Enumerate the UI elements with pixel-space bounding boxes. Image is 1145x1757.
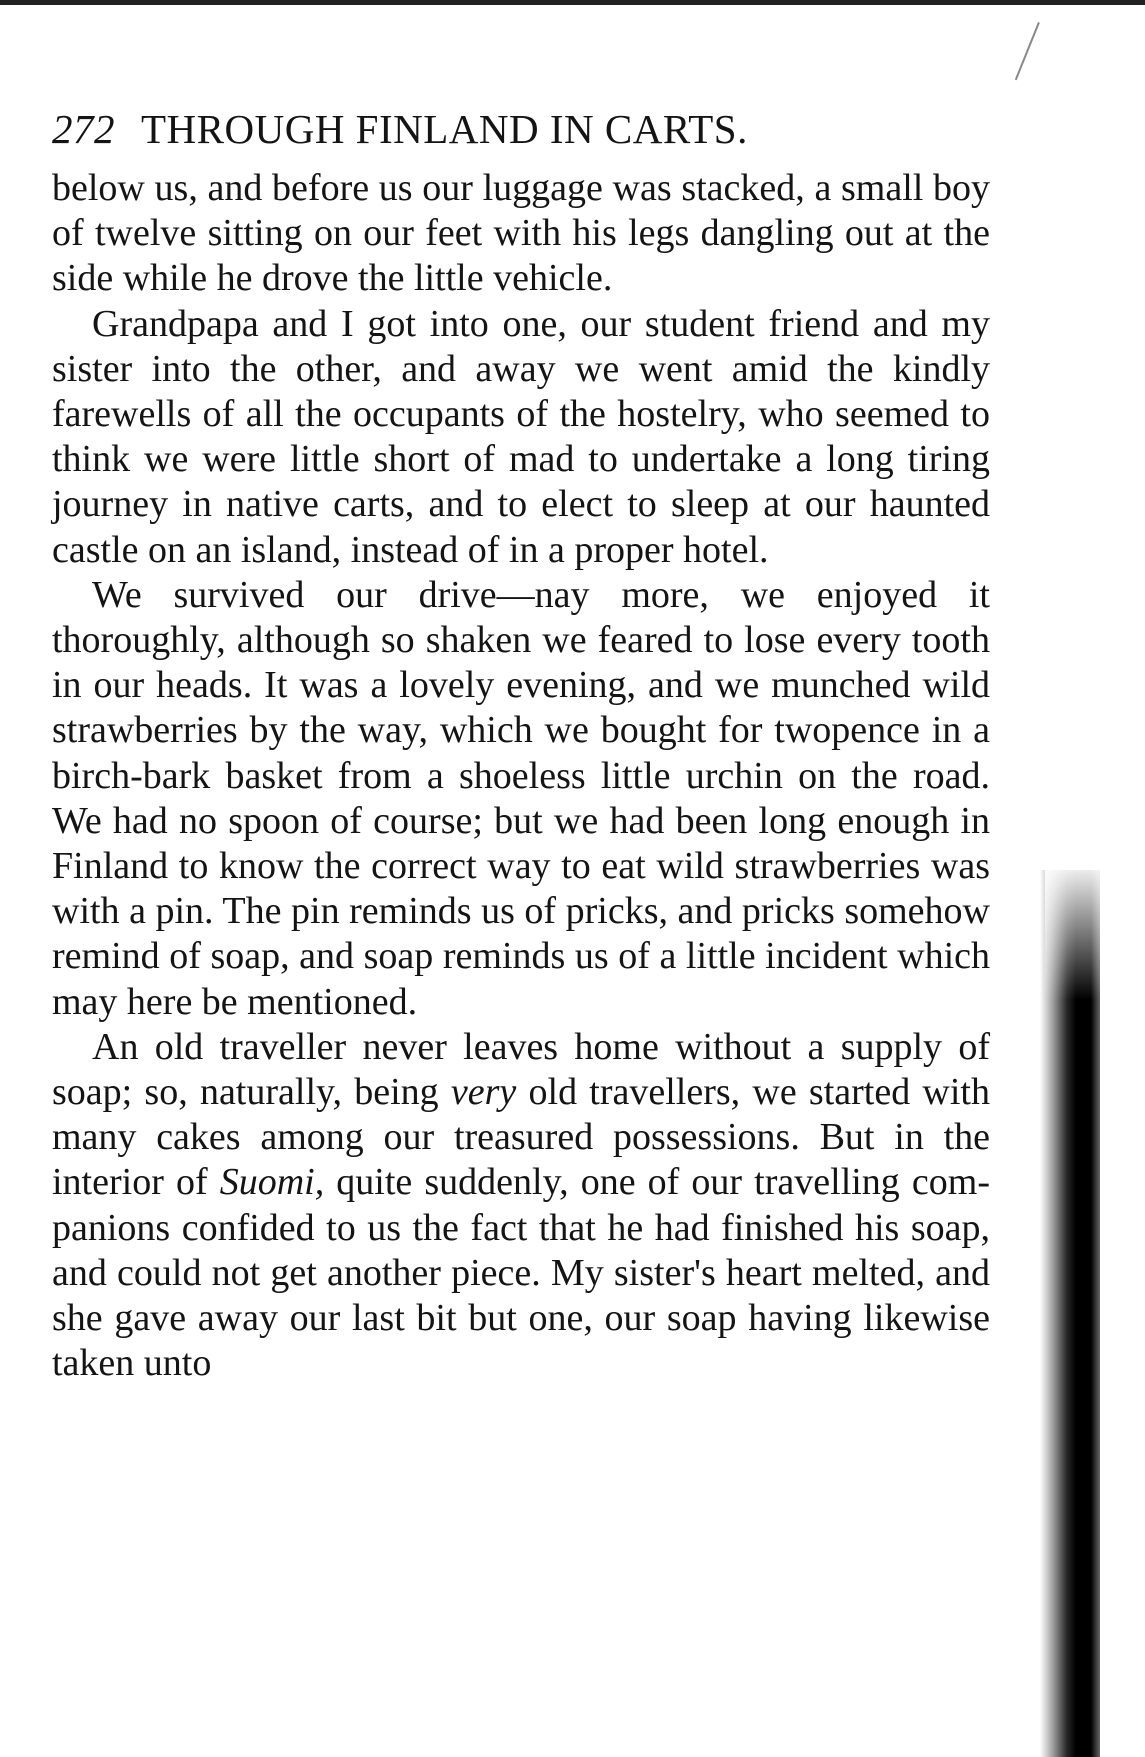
paragraph-soap-part-3: quite suddenly, one of our travelling companions confided to us the fact that he had finished his soap, and could not get another piece. My sister's heart melted, and she gave away our last bit but one, our soap having likewise taken unto <box>52 1161 990 1385</box>
running-head-title: THROUGH FINLAND IN CARTS. <box>141 106 748 152</box>
paragraph-soap-part-1: An old traveller never leaves home without a supply of soap; so, naturally, being <box>52 1025 990 1114</box>
running-head <box>52 104 952 154</box>
emphasis-suomi: Suomi, <box>219 1161 325 1204</box>
paragraph-soap <box>52 1025 990 1387</box>
page-body <box>52 166 990 1386</box>
binding-shadow-fade <box>1045 860 1105 1000</box>
paragraph-drive: We survived our drive—nay more, we enjoyed it thoroughly, although so shaken we feared to lose every tooth in our heads. It was a lovely evening, and we munched wild strawberries by the way, which we bought for twopence in a birch-bark basket from a shoeless little urchin on the road. We had no spoon of course; but we had been long enough in Finland to know the correct way to eat wild strawberries was with a pin. The pin reminds us of pricks, and pricks somehow remind of soap, and soap reminds us of a little incident which may here be mentioned. <box>52 573 990 1023</box>
emphasis-very: very <box>450 1071 517 1114</box>
pencil-mark <box>1015 22 1040 80</box>
paragraph-continuation: below us, and before us our luggage was stacked, a small boy of twelve sitting on our feet with his legs dangling out at the side while he drove the little vehicle. <box>52 167 990 300</box>
binding-shadow <box>1040 870 1100 1757</box>
top-rule <box>0 0 1145 5</box>
paragraph-departure: Grandpapa and I got into one, our student friend and my sister into the other, and away we went amid the kindly farewells of all the occupants of the hostelry, who seemed to think we were little short of mad to undertake a long tiring journey in native carts, and to elect to sleep at our haunted castle on an island, instead of in a proper hotel. <box>52 302 990 571</box>
page-number: 272 <box>52 106 115 152</box>
paragraph-soap-part-2: old travellers, we started with many cakes among our treasured possessions. But in the interior of <box>52 1071 990 1204</box>
